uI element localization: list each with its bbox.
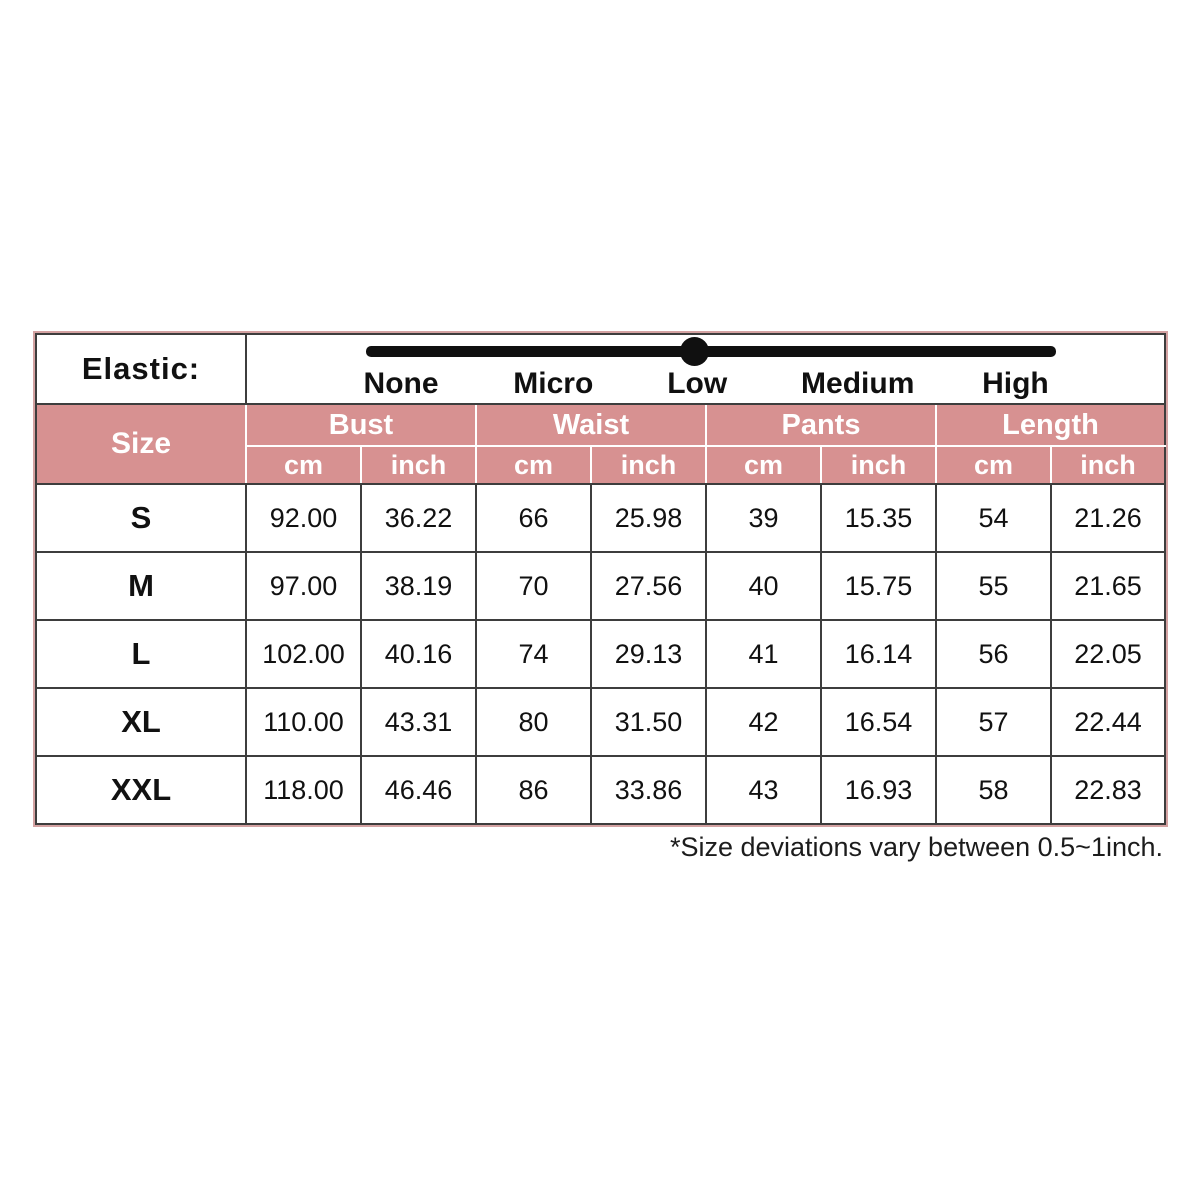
cell-waist-inch: 29.13 (591, 620, 706, 688)
row-size-label: S (36, 484, 246, 552)
group-header-bust: Bust (246, 404, 476, 446)
cell-pants-inch: 15.75 (821, 552, 936, 620)
cell-length-cm: 57 (936, 688, 1051, 756)
cell-waist-cm: 80 (476, 688, 591, 756)
cell-pants-cm: 39 (706, 484, 821, 552)
unit-header-length-inch: inch (1051, 446, 1165, 484)
unit-header-waist-cm: cm (476, 446, 591, 484)
unit-header-length-cm: cm (936, 446, 1051, 484)
cell-bust-cm: 110.00 (246, 688, 361, 756)
table-row-xl (36, 688, 1165, 756)
unit-header-pants-inch: inch (821, 446, 936, 484)
cell-waist-cm: 74 (476, 620, 591, 688)
elastic-label: Elastic: (36, 334, 246, 404)
size-deviation-note: *Size deviations vary between 0.5~1inch. (669, 832, 1163, 862)
cell-bust-inch: 36.22 (361, 484, 476, 552)
row-size-label: XL (36, 688, 246, 756)
cell-length-inch: 22.83 (1051, 756, 1165, 824)
cell-waist-inch: 33.86 (591, 756, 706, 824)
group-header-waist: Waist (476, 404, 706, 446)
cell-waist-inch: 31.50 (591, 688, 706, 756)
cell-waist-inch: 25.98 (591, 484, 706, 552)
cell-bust-cm: 102.00 (246, 620, 361, 688)
elastic-slider-cell (246, 334, 1165, 404)
size-column-header: Size (36, 404, 246, 484)
cell-bust-inch: 38.19 (361, 552, 476, 620)
slider-thumb-icon[interactable] (680, 337, 709, 366)
slider-level-low: Low (667, 367, 728, 400)
cell-bust-inch: 46.46 (361, 756, 476, 824)
slider-level-micro: Micro (513, 367, 594, 400)
cell-length-inch: 22.44 (1051, 688, 1165, 756)
cell-pants-cm: 43 (706, 756, 821, 824)
cell-bust-inch: 40.16 (361, 620, 476, 688)
size-chart-table (33, 331, 1168, 827)
cell-pants-inch: 15.35 (821, 484, 936, 552)
slider-level-none: None (363, 367, 439, 400)
cell-pants-inch: 16.54 (821, 688, 936, 756)
cell-length-cm: 55 (936, 552, 1051, 620)
cell-waist-cm: 86 (476, 756, 591, 824)
cell-waist-inch: 27.56 (591, 552, 706, 620)
cell-pants-inch: 16.93 (821, 756, 936, 824)
unit-header-waist-inch: inch (591, 446, 706, 484)
header-group-row (36, 404, 1165, 446)
row-size-label: L (36, 620, 246, 688)
cell-bust-inch: 43.31 (361, 688, 476, 756)
elastic-row (36, 334, 1165, 404)
cell-pants-cm: 42 (706, 688, 821, 756)
table-row-l (36, 620, 1165, 688)
table-row-xxl (36, 756, 1165, 824)
unit-header-bust-inch: inch (361, 446, 476, 484)
group-header-pants: Pants (706, 404, 936, 446)
cell-length-inch: 21.65 (1051, 552, 1165, 620)
row-size-label: M (36, 552, 246, 620)
table-row-s (36, 484, 1165, 552)
cell-length-inch: 21.26 (1051, 484, 1165, 552)
cell-pants-cm: 40 (706, 552, 821, 620)
slider-level-high: High (982, 367, 1049, 400)
cell-length-cm: 54 (936, 484, 1051, 552)
cell-pants-inch: 16.14 (821, 620, 936, 688)
slider-level-medium: Medium (801, 367, 915, 400)
table-row-m (36, 552, 1165, 620)
group-header-length: Length (936, 404, 1165, 446)
cell-bust-cm: 118.00 (246, 756, 361, 824)
cell-waist-cm: 66 (476, 484, 591, 552)
cell-waist-cm: 70 (476, 552, 591, 620)
unit-header-bust-cm: cm (246, 446, 361, 484)
cell-length-cm: 58 (936, 756, 1051, 824)
unit-header-pants-cm: cm (706, 446, 821, 484)
size-chart (35, 333, 1166, 825)
row-size-label: XXL (36, 756, 246, 824)
cell-length-inch: 22.05 (1051, 620, 1165, 688)
cell-bust-cm: 92.00 (246, 484, 361, 552)
cell-pants-cm: 41 (706, 620, 821, 688)
slider-track[interactable] (366, 346, 1056, 357)
elastic-slider[interactable] (247, 335, 1164, 403)
cell-bust-cm: 97.00 (246, 552, 361, 620)
cell-length-cm: 56 (936, 620, 1051, 688)
